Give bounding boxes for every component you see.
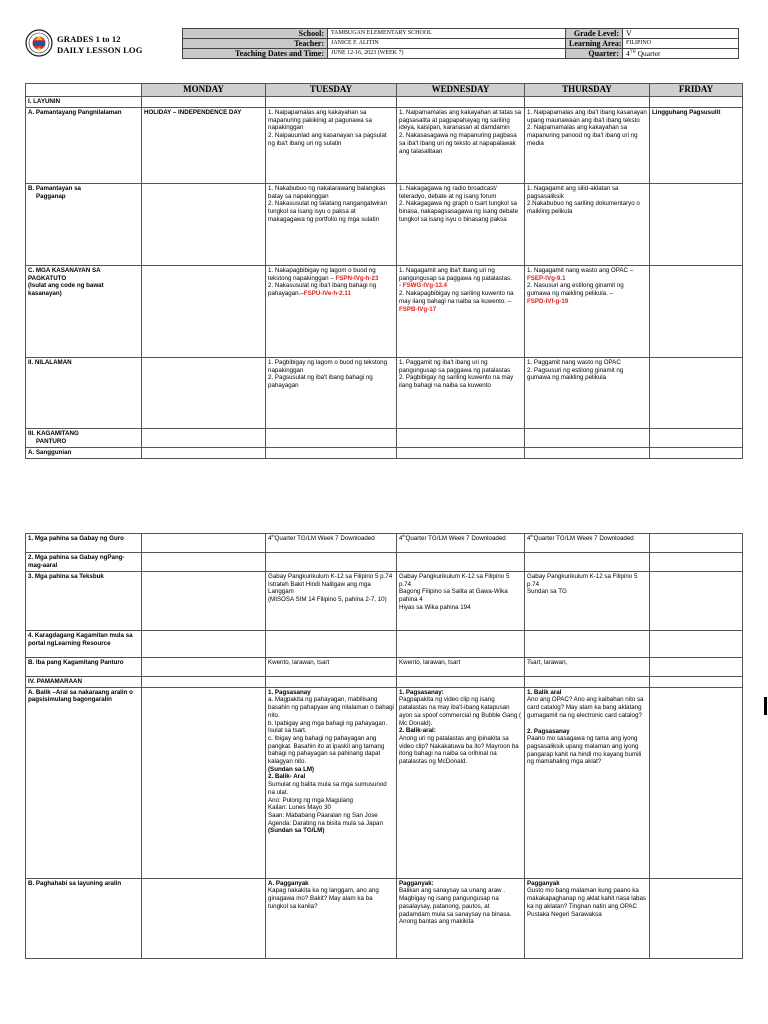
dates-value: JUNE 12-16, 2023 (WEEK 7) <box>328 49 566 59</box>
wednesday-cell <box>397 358 525 429</box>
tuesday-cell <box>266 572 397 631</box>
text-line: (Isulat ang code ng bawat kasanayan) <box>28 282 104 298</box>
text-line: Pagganyak: <box>399 879 434 887</box>
text-line: 1. Naipapamalas ang kakayahan sa mapanuring pakikinig at pagunawa sa napakinggan <box>268 109 372 132</box>
corner-cell <box>26 84 142 97</box>
text-line: b. Ipabigay ang mga bahagi ng pahayagan. Isulat sa tsart. <box>268 719 388 735</box>
text-line: 1. Pagsasanay <box>268 688 311 696</box>
row-label-teksbuk: 3. Mga pahina sa Teksbuk <box>26 572 142 631</box>
text-line: Ano ang OPAC? Ano ang kaibahan nito sa card catalog? May alam ka bang aklatang gumagamit na ng electronic card catalog? <box>527 696 644 719</box>
text-line: 2.Nakabubuo ng sariling dokumentaryo o maikling pelikula <box>527 200 640 216</box>
edge-marker <box>764 697 767 715</box>
thursday-cell <box>525 108 650 184</box>
quarter-value <box>623 49 739 59</box>
text-line: 1. Nakabubuo ng nakalarawang balangkas batay sa napakinggan <box>268 185 386 200</box>
wednesday-cell <box>397 878 525 958</box>
day-monday: MONDAY <box>142 84 266 97</box>
row-label-kasanayan <box>26 266 142 358</box>
text-line: 1. Naipapamalas ang iba't ibang kasanayan upang maunawaan ang iba't ibang teksto <box>527 109 647 124</box>
text-line: PAGKATUTO <box>28 274 67 282</box>
table-row <box>26 572 743 631</box>
friday-test: Lingguhang Pagsusulit <box>650 108 743 184</box>
text-line: 1. Paggamit ng iba't ibang uri ng pangungusap sa paggawa ng patalastas <box>399 359 511 374</box>
text-line: 2. Nakagagawa ng graph o tsart tungkol sa binasa, nakapagsasagawa ng isang debate tungkol sa isang isyu o binasang paksa <box>399 200 519 223</box>
row-label-pamamaraan: IV. PAMAMARAAN <box>26 677 142 688</box>
text-line: Balikan ang sanaysay sa unang araw . Magbigay ng isang pangungusap na pasalaysay, patanong, pautos, at padamdam mula sa sanaysay na binasa. Anong bantas ang makikita <box>399 887 512 926</box>
text-line: Gabay Pangkurikulum K-12 sa Filipino 5 p.74 <box>527 573 638 588</box>
text-line: Pagganap <box>36 192 66 200</box>
text-line: (Sundan sa LM) <box>268 765 315 773</box>
text-line: Anong uri ng patalastas ang ipinakita sa video clip? Nakakatuwa ba ito? Mayroon ba itong bahagi na naiba sa orihinal na patalastas ng McDonald. <box>399 734 519 766</box>
text-line: Gusto mo bang malaman kung paano ka makakapaghanap ng aklat kahit nasa labas ka ng aklatan? Tingnan natin ang OPAC Pustaka Negeri Sarawaksa <box>527 887 647 918</box>
text-line: 1. Nakagagawa ng radio broadcast/ teleradyo, debate at ng isang forum <box>399 185 497 200</box>
text-line: a. Magpakita ng pahayagan, mabilisang basahin ng pahapyaw ang nilalaman o bahagi nito. <box>268 696 394 719</box>
table-row <box>26 534 743 553</box>
text-line: 2. Naipauunlad ang kasanayan sa pagsulat ng iba't ibang uri ng sulatin <box>268 132 387 147</box>
lesson-grid-2 <box>25 533 743 959</box>
wednesday-cell: Kwento, larawan, tsart <box>397 658 525 677</box>
text-line: Saan: Mababang Paaralan ng San Jose <box>268 811 378 819</box>
text-line: 2. Nakasasagawa ng mapanuring pagbasa sa iba't ibang uri ng teksto at napapalawak ang talasalitaan <box>399 132 517 155</box>
code-fspd: FSPD-IVf-g-19 <box>527 297 569 305</box>
quarter-word: Quarter <box>637 49 661 58</box>
day-header-row <box>26 84 743 97</box>
quarter-sup: TH <box>629 48 636 54</box>
text-line: 4 <box>268 535 272 542</box>
dates-label: Teaching Dates and Time: <box>183 49 328 59</box>
wednesday-cell <box>397 534 525 553</box>
quarter-label: Quarter: <box>566 49 623 59</box>
tuesday-cell <box>266 687 397 878</box>
text-line: Pagganyak <box>527 879 560 887</box>
text-line: th <box>402 533 406 538</box>
area-value: FILIPINO <box>623 39 739 49</box>
text-line: C. MGA KASANAYAN SA <box>28 267 101 274</box>
text-line: Quarter TG/LM Week 7 Downloaded <box>274 535 375 542</box>
text-line: A. Pagganyak <box>268 879 309 887</box>
text-line: Gabay Pangkurikulum K-12 sa Filipino 5 p.74 <box>399 573 510 588</box>
day-tuesday: TUESDAY <box>266 84 397 97</box>
text-line: 1. Nagagamit ang iba't ibang uri ng pangungusap sa paggawa ng patalastas. <box>399 267 512 282</box>
code-fspu: FSPU-IVe-h-2.11 <box>303 290 351 298</box>
text-line: 1. Naipamamalas ang kakayahan at tatas sa pagsasalita at pagpapahayag ng sariling ideya, kaisipan, karanasan at damdamin <box>399 109 522 132</box>
text-line: Ano: Pulong ng mga Magulang <box>268 796 353 804</box>
table-row <box>26 108 743 184</box>
thursday-cell <box>525 358 650 429</box>
text-line: Pagpapakita ng video clip ng isang patalastas na may iba't-ibang katapusan ayon sa spoof commercial ng Bubble Gang ( Mc Donald). <box>399 696 522 727</box>
wednesday-cell <box>397 108 525 184</box>
text-line: Sundan sa TG <box>527 588 567 596</box>
text-line: Kailan: Lunes Mayo 30 <box>268 804 331 812</box>
row-label-pamantayan-pagganap <box>26 184 142 266</box>
row-label-gabay-guro: 1. Mga pahina sa Gabay ng Guro <box>26 534 142 553</box>
tuesday-cell <box>266 266 397 358</box>
thursday-cell: Tsart, larawan, <box>525 658 650 677</box>
table-row <box>26 687 743 878</box>
code-fsep: FSEP-IVg-9.1 <box>527 274 566 282</box>
text-line: 1. Nagagamit ang silid-aklatan sa pagsasaliksik <box>527 185 619 200</box>
tuesday-cell <box>266 358 397 429</box>
text-line: c. Ibigay ang bahagi ng pahayagan ang pangkat. Basahin ito at ipaskil ang tamang bahagi ng pahayagan sa pahinang dapat kalagyan nito. <box>268 734 385 766</box>
text-line: 2. Pagbibigay ng sariling kuwento na may ilang bahagi na naiba sa kuwento <box>399 374 514 390</box>
text-line: B. Pamantayan sa <box>28 185 81 192</box>
thursday-cell <box>525 534 650 553</box>
text-line: III. KAGAMITANG <box>28 430 79 437</box>
row-label-pamantayang-pangnilalaman: A. Pamantayang Pangnilalaman <box>26 108 142 184</box>
wednesday-cell <box>397 687 525 878</box>
tuesday-cell <box>266 878 397 958</box>
text-line: 2. Pagsasanay <box>527 727 570 735</box>
text-line: 1. Pagsasanay: <box>399 688 444 696</box>
text-line: 2. Balik- Aral <box>268 773 306 781</box>
day-friday: FRIDAY <box>650 84 743 97</box>
text-line: 1. Paggamit nang wasto ng OPAC <box>527 359 621 366</box>
row-label-paghahabi: B. Paghahabi sa layuning aralin <box>26 878 142 958</box>
day-thursday: THURSDAY <box>525 84 650 97</box>
code-fspn: FSPN-IVg-h-23 <box>335 274 379 282</box>
text-line: Agenda: Darating na bisita mula sa Japan <box>268 819 383 827</box>
table-row <box>26 266 743 358</box>
row-label-gabay-mag-aaral: 2. Mga pahina sa Gabay ngPang-mag-aaral <box>26 553 142 572</box>
text-line: Gabay Pangkurikulum K-12 sa Filipino 5 p.74 <box>268 573 393 580</box>
monday-holiday: HOLIDAY – INDEPENDENCE DAY <box>142 108 266 184</box>
text-line: 2. Balik-aral: <box>399 727 436 735</box>
tuesday-cell <box>266 108 397 184</box>
row-label-sanggunian: A. Sanggunian <box>26 448 142 459</box>
wednesday-cell <box>397 572 525 631</box>
text-line: 2. Nasusuri ang estilong ginamit ng gumawa ng maikling pelikula. – <box>527 282 624 298</box>
row-label-nilalaman: II. NILALAMAN <box>26 358 142 429</box>
text-line: Istrateh Bakit Hindi Nalilgaw ang mga Langgam <box>268 580 371 596</box>
brand-line-1: GRADES 1 to 12 <box>57 34 121 44</box>
tuesday-cell: Kwento, larawan, tsart <box>266 658 397 677</box>
text-line: (MISOSA SIM 14 Filipino 5, pahina 2-7, 10) <box>268 596 387 604</box>
table-row <box>26 878 743 958</box>
grade-value: V <box>623 29 739 39</box>
text-line: Kapag nakakita ka ng langgam, ano ang ginagawa mo? Bakit? May alam ka ba tungkol sa kanila? <box>268 887 379 910</box>
text-line: Paano mo sasagawa ng tama ang iyong pagsasaliksik upang malaman ang iyong pangarap kahit na hindi mo kayang bumili ng mamahaling mga aklat? <box>527 735 642 766</box>
code-fspb: FSPB-IVg-17 <box>399 305 437 313</box>
text-line: 1. Balik aral <box>527 688 562 696</box>
row-label-balik-aral: A. Balik –Aral sa nakaraang aralin o pagsisimulang bagongaralin <box>26 687 142 878</box>
text-line: 1. Nagagamit nang wasto ang OPAC – <box>527 267 634 274</box>
text-line: 2. Pagsusuri ng estilong ginamit ng gumawa ng maikling pelikula <box>527 366 624 382</box>
text-line: Sumulat ng balita mula sa mga sumusunod na ulat. <box>268 781 387 796</box>
teacher-label: Teacher: <box>183 39 328 49</box>
tuesday-cell <box>266 184 397 266</box>
school-label: School: <box>183 29 328 39</box>
text-line: 2. Nakasusulat ng talatang nangangatwiran tungkol sa isang isyu o paksa at makagagawa ng portfolio ng mga sulatin <box>268 200 388 223</box>
deped-seal-icon <box>25 29 53 57</box>
thursday-cell <box>525 572 650 631</box>
grade-label: Grade Level: <box>566 29 623 39</box>
row-label-layunin: I. LAYUNIN <box>26 97 142 108</box>
quarter-num: 4 <box>626 49 630 58</box>
text-line: th <box>530 533 534 538</box>
text-line: 1. Nakapagbibigay ng lagom o buod ng tekstong napakinggan – <box>268 267 376 282</box>
text-line: Hiyas sa Wika pahina 194 <box>399 603 471 611</box>
lesson-grid-1 <box>25 83 743 459</box>
table-row <box>26 677 743 688</box>
tuesday-cell <box>266 534 397 553</box>
row-label-kagamitan <box>26 429 142 448</box>
brand-title <box>57 34 143 56</box>
table-row <box>26 429 743 448</box>
text-line: PANTURO <box>36 437 67 445</box>
school-value: TAMBUGAN ELEMENTARY SCHOOL <box>328 29 566 39</box>
thursday-cell <box>525 687 650 878</box>
header <box>25 28 738 71</box>
day-wednesday: WEDNESDAY <box>397 84 525 97</box>
text-line: 2. Pagsusulat ng iba't ibang bahagi ng pahayagan <box>268 374 373 390</box>
text-line: th <box>271 533 275 538</box>
text-line: Quarter TG/LM Week 7 Downloaded <box>533 535 634 542</box>
thursday-cell <box>525 184 650 266</box>
table-row <box>26 448 743 459</box>
text-line: 2. Naipamamalas ang kakayahan sa mapanuring panood ng iba't ibang uri ng media <box>527 124 638 147</box>
row-label-iba-pang: B. Iba pang Kagamitang Panturo <box>26 658 142 677</box>
wednesday-cell <box>397 184 525 266</box>
area-label: Learning Area: <box>566 39 623 49</box>
wednesday-cell <box>397 266 525 358</box>
table-row <box>26 358 743 429</box>
teacher-value: JANICE F. ALITIN <box>328 39 566 49</box>
table-row <box>26 631 743 658</box>
header-meta-table <box>182 28 739 59</box>
table-row <box>26 553 743 572</box>
text-line: 1. Pagbibigay ng lagom o buod ng tekstong napakinggan <box>268 359 388 374</box>
text-line: Quarter TG/LM Week 7 Downloaded <box>405 535 506 542</box>
brand-line-2: DAILY LESSON LOG <box>57 45 143 55</box>
text-line: 4 <box>399 535 403 542</box>
table-row <box>26 184 743 266</box>
thursday-cell <box>525 878 650 958</box>
text-line: 2. Nakasusulat ng iba't ibang bahagi ng pahayagan.– <box>268 282 377 298</box>
text-line: Bagong Filipino sa Salita at Gawa-Wika pahina 4 <box>399 588 508 604</box>
row-label-karagdagang: 4. Karagdagang Kagamitan mula sa portal ngLearning Resource <box>26 631 142 658</box>
thursday-cell <box>525 266 650 358</box>
table-row <box>26 97 743 108</box>
text-line: (Sundan sa TG/LM) <box>268 827 325 835</box>
code-fswg: - FSWG-IVg-13.4 <box>399 282 448 290</box>
text-line: 2. Nakapagbibigay ng sariling kuwento na may ilang bahagi na naiba sa kuwento. – <box>399 290 514 305</box>
text-line: 4 <box>527 535 531 542</box>
table-row <box>26 658 743 677</box>
